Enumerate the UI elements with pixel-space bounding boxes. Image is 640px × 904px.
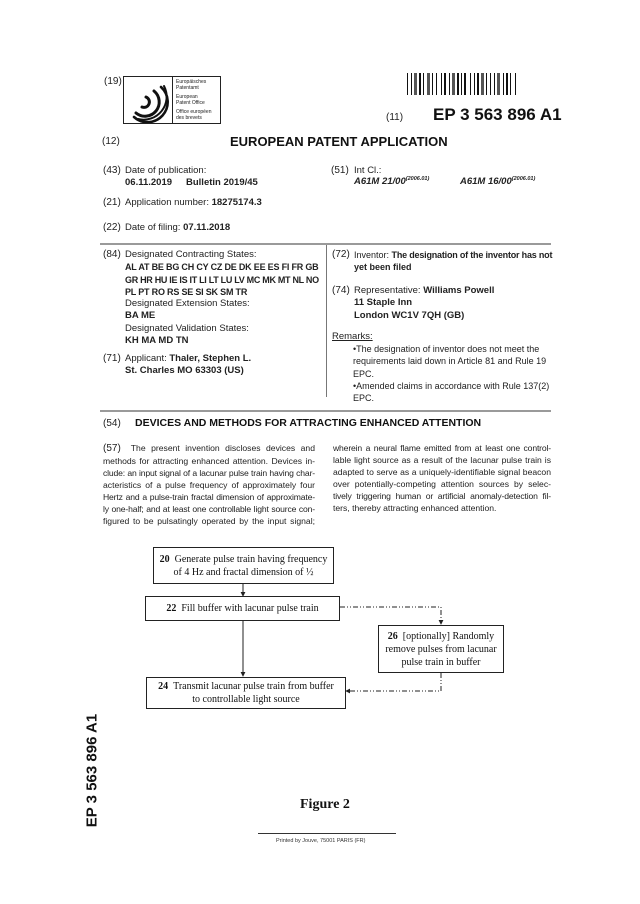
logo-line: Europäisches <box>176 79 207 85</box>
publication-date: 06.11.2019 <box>125 177 173 188</box>
flowchart-step-24: 24 Transmit lacunar pulse train from buffer to controllable light source <box>146 677 346 709</box>
flowchart-step-26: 26 [optionally] Randomly remove pulses from lacunar pulse train in buffer <box>378 625 504 673</box>
barcode-bar <box>506 73 508 95</box>
barcode-bar <box>449 73 450 95</box>
barcode-bar <box>452 73 455 95</box>
logo-line: Office européen <box>176 109 212 115</box>
barcode-bar <box>497 73 500 95</box>
inid-72: (72) <box>332 249 350 260</box>
arrow-22-to-26 <box>340 607 441 624</box>
inid-74: (74) <box>332 285 350 296</box>
application-number: Application number: 18275174.3 <box>125 197 262 208</box>
divider <box>100 410 551 412</box>
applicant: Applicant: Thaler, Stephen L. St. Charles MO 63303 (US) <box>125 353 252 377</box>
barcode-bar <box>486 73 487 95</box>
flowchart-step-20: 20 Generate pulse train having frequency of 4 Hz and fractal dimension of ½ <box>153 547 334 584</box>
epo-emblem-icon <box>124 77 172 123</box>
barcode-bar <box>470 73 471 95</box>
abstract-col-1: (57) The present invention discloses devices and methods for attracting enhanced attention. Devices in- clude: an input signal of a lacunar pulse train having char- acteristics of a pulse frequency of approximately four Hertz and a pulse-train fractal dimension of approximate- ly one-half; and at least one controllable light source con- figured to be pulsatingly operated by the input signal; <box>103 443 315 526</box>
remarks-label: Remarks: <box>332 331 373 342</box>
inid-84: (84) <box>103 249 121 260</box>
inid-43: (43) <box>103 165 121 176</box>
publication-date-label: Date of publication: <box>125 165 207 176</box>
barcode-bar <box>461 73 462 95</box>
barcode-bar <box>414 73 417 95</box>
figure-caption: Figure 2 <box>300 797 350 812</box>
barcode-bar <box>490 73 491 95</box>
inid-51: (51) <box>331 165 349 176</box>
barcode-bar <box>481 73 484 95</box>
logo-line: European <box>176 94 198 100</box>
barcode-bar <box>444 73 446 95</box>
barcode-bar <box>477 73 479 95</box>
designated-states: Designated Contracting States: AL AT BE BG CH CY CZ DE DK EE ES FI FR GB GR HR HU IE IS IT LI LT LU LV MC MK MT NL NO PL PT RO RS SE SI SK SM TR Designated Extension States: BA ME Designated Validation States: KH MA MD TN <box>125 249 319 347</box>
barcode-bar <box>436 73 437 95</box>
barcode-bar <box>457 73 459 95</box>
inid-22: (22) <box>103 222 121 233</box>
barcode-bar <box>474 73 475 95</box>
barcode-bar <box>427 73 430 95</box>
inid-54: (54) <box>103 418 121 429</box>
publication-number: EP 3 563 896 A1 <box>433 105 562 124</box>
footer-divider <box>258 833 396 834</box>
barcode <box>407 73 553 95</box>
int-cl-class: A61M $21/00^{(2006.01)}$ <box>354 176 430 188</box>
inid-12: (12) <box>102 136 120 147</box>
barcode-bar <box>510 73 511 95</box>
logo-line: des brevets <box>176 115 202 121</box>
int-cl-label: Int Cl.: <box>354 165 382 176</box>
barcode-bar <box>423 73 424 95</box>
arrow-26-to-24 <box>346 673 441 691</box>
flowchart-step-22: 22 Fill buffer with lacunar pulse train <box>145 596 340 621</box>
int-cl-class: A61M $16/00^{(2006.01)}$ <box>460 176 536 188</box>
representative: Representative: Williams Powell 11 Staple Inn London WC1V 7QH (GB) <box>354 285 495 321</box>
inid-21: (21) <box>103 197 121 208</box>
barcode-bar <box>441 73 442 95</box>
barcode-bar <box>419 73 421 95</box>
column-divider <box>326 245 327 397</box>
barcode-bar <box>464 73 466 95</box>
document-type: EUROPEAN PATENT APPLICATION <box>230 134 448 149</box>
side-publication-number: EP 3 563 896 A1 <box>83 713 101 828</box>
logo-line: Patentamt <box>176 85 199 91</box>
barcode-bar <box>494 73 495 95</box>
inventor: Inventor: The designation of the inventor has not yet been filed <box>354 250 553 273</box>
abstract-col-2: wherein a neural flame emitted from at least one control- lable light source as a result of the lacunar pulse train is adapted to serve as a uniquely-identifiable signal beacon over potentially-competing attention sources by selec- tively triggering human or artificial anomaly-detection fil- ters, thereby attracting enhanced attention. <box>333 443 551 513</box>
logo-line: Patent Office <box>176 100 205 106</box>
barcode-bar <box>432 73 433 95</box>
invention-title: DEVICES AND METHODS FOR ATTRACTING ENHANCED ATTENTION <box>135 417 482 429</box>
filing-date: Date of filing: 07.11.2018 <box>125 222 231 233</box>
barcode-bar <box>411 73 412 95</box>
barcode-bar <box>407 73 408 95</box>
barcode-bar <box>503 73 504 95</box>
barcode-bar <box>515 73 516 95</box>
inid-11: (11) <box>386 112 404 123</box>
printer-note: Printed by Jouve, 75001 PARIS (FR) <box>276 838 366 844</box>
bulletin: Bulletin 2019/45 <box>186 177 258 188</box>
inid-71: (71) <box>103 353 121 364</box>
remarks: •The designation of inventor does not meet the requirements laid down in Article 81 and Rule 19 EPC. •Amended claims in accordance with Rule 137(2) EPC. <box>353 344 550 404</box>
inid-19: (19) <box>104 76 122 87</box>
epo-logo <box>123 76 221 124</box>
